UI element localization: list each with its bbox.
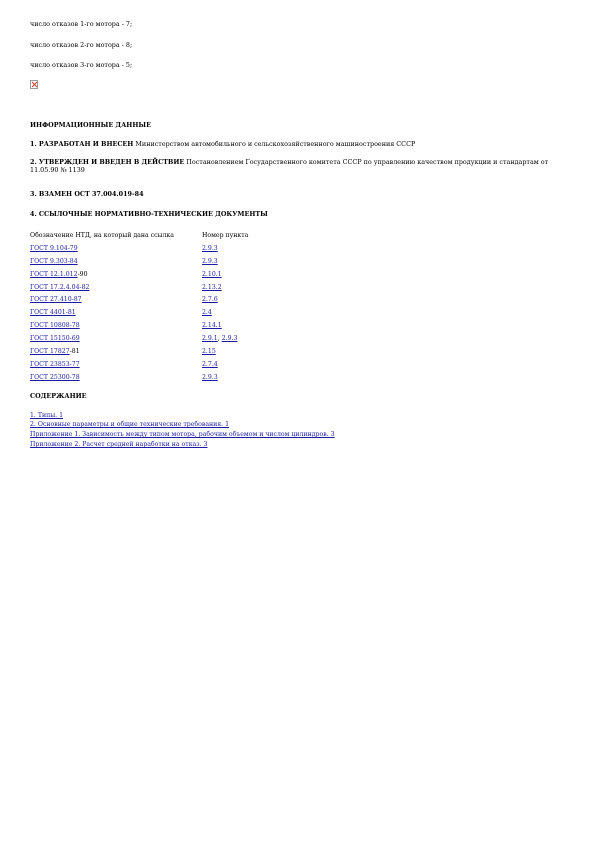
reference-item-link[interactable]: 2.7.4: [202, 360, 218, 368]
reference-doc-link[interactable]: ГОСТ 25300-78: [30, 373, 80, 381]
toc-link-parameters[interactable]: 2. Основные параметры и общие технические требования. 1: [30, 421, 230, 428]
reference-item-link[interactable]: 2.15: [202, 347, 216, 355]
reference-doc-cell: [30, 306, 202, 319]
table-row: [30, 319, 248, 332]
reference-item-link[interactable]: 2.9.3: [221, 335, 238, 343]
broken-image-icon: [30, 80, 38, 89]
toc-link-appendix-2[interactable]: Приложение 2. Расчет средней наработки на отказ. 3: [30, 441, 208, 448]
reference-doc-suffix: -81: [69, 347, 80, 355]
toc-link-types[interactable]: 1. Типы. 1: [30, 412, 64, 419]
reference-item-link[interactable]: 2.9.3: [202, 244, 218, 252]
reference-item-cell: [202, 345, 248, 358]
table-row: [30, 293, 248, 306]
reference-doc-link[interactable]: ГОСТ 17.2.4.04-82: [30, 283, 90, 291]
reference-doc-cell: [30, 319, 202, 332]
info-item-developed: [30, 140, 415, 148]
reference-doc-link[interactable]: ГОСТ 23853-77: [30, 360, 80, 368]
references-table: [30, 229, 248, 384]
reference-item-link[interactable]: 2.9.3: [202, 257, 218, 265]
table-row: [30, 332, 248, 345]
reference-item-cell: [202, 371, 248, 384]
table-row: [30, 281, 248, 294]
reference-item-cell: [202, 268, 248, 281]
reference-item-cell: [202, 281, 248, 294]
reference-item-cell: 2.9.1, 2.9.3: [202, 335, 238, 343]
table-row: [30, 358, 248, 371]
reference-item-cell: [202, 255, 248, 268]
reference-doc-suffix: -90: [77, 270, 88, 278]
reference-doc-link[interactable]: ГОСТ 4401-81: [30, 309, 76, 317]
reference-item-cell: [202, 319, 248, 332]
reference-item-cell: [202, 242, 248, 255]
reference-doc-cell: [30, 358, 202, 371]
reference-item-link[interactable]: 2.13.2: [202, 283, 222, 291]
reference-doc-cell: [30, 293, 202, 306]
table-row: [30, 345, 248, 358]
reference-doc-cell: [30, 345, 202, 358]
reference-doc-cell: [30, 255, 202, 268]
info-heading: ИНФОРМАЦИОННЫЕ ДАННЫЕ: [30, 121, 151, 129]
info-item-developed-text: Министерством автомобильного и сельскохозяйственного машиностроения СССР: [133, 140, 416, 148]
table-row: [30, 306, 248, 319]
reference-doc-cell: [30, 242, 202, 255]
toc-heading: СОДЕРЖАНИЕ: [30, 392, 87, 400]
reference-doc-cell: [30, 371, 202, 384]
failure-count-line-3: число отказов 3-го мотора - 5;: [30, 61, 133, 69]
table-row: [30, 242, 248, 255]
reference-item-cell: [202, 358, 248, 371]
reference-item-cell: [202, 293, 248, 306]
info-item-approved: [30, 158, 550, 174]
references-col-item-header: Номер пункта: [202, 231, 249, 239]
table-row: [30, 268, 248, 281]
references-col-doc-header: Обозначение НТД, на который дана ссылка: [30, 231, 174, 239]
info-item-developed-label: 1. РАЗРАБОТАН И ВНЕСЕН: [30, 140, 134, 148]
reference-item-cell: [202, 306, 248, 319]
reference-doc-cell: [30, 268, 202, 281]
failure-count-line-2: число отказов 2-го мотора - 8;: [30, 41, 133, 49]
reference-doc-link[interactable]: ГОСТ 10808-78: [30, 322, 80, 330]
toc-link-appendix-1[interactable]: Приложение 1. Зависимость между типом мотора, рабочим объемом и числом цилиндров. 3: [30, 431, 335, 438]
info-item-approved-label: 2. УТВЕРЖДЕН И ВВЕДЕН В ДЕЙСТВИЕ: [30, 158, 185, 166]
reference-item-link[interactable]: 2.4: [202, 309, 212, 317]
references-table-header-row: [30, 229, 248, 242]
info-item-replaces: 3. ВЗАМЕН ОСТ 37.004.019-84: [30, 190, 144, 198]
reference-doc-link[interactable]: ГОСТ 17827: [30, 347, 70, 355]
info-item-references-heading: 4. ССЫЛОЧНЫЕ НОРМАТИВНО-ТЕХНИЧЕСКИЕ ДОКУМЕНТЫ: [30, 210, 268, 218]
reference-item-link[interactable]: 2.9.1: [202, 335, 218, 343]
reference-doc-link[interactable]: ГОСТ 27.410-87: [30, 296, 82, 304]
reference-doc-link[interactable]: ГОСТ 12.1.012: [30, 270, 78, 278]
reference-doc-cell: [30, 281, 202, 294]
reference-item-link[interactable]: 2.14.1: [202, 322, 222, 330]
reference-item-link[interactable]: 2.10.1: [202, 270, 222, 278]
info-item-approved-text: Постановлением Государственного комитета СССР по управлению качеством продукции и стандартам от 11.05.90 № 1139: [30, 158, 549, 174]
reference-doc-link[interactable]: ГОСТ 9.104-79: [30, 244, 78, 252]
reference-doc-link[interactable]: ГОСТ 9.303-84: [30, 257, 78, 265]
reference-item-link[interactable]: 2.9.3: [202, 373, 218, 381]
table-row: [30, 371, 248, 384]
table-row: [30, 255, 248, 268]
failure-count-line-1: число отказов 1-го мотора - 7;: [30, 20, 133, 28]
reference-doc-link[interactable]: ГОСТ 15150-69: [30, 335, 80, 343]
reference-item-link[interactable]: 2.7.6: [202, 296, 218, 304]
reference-doc-cell: [30, 332, 202, 345]
